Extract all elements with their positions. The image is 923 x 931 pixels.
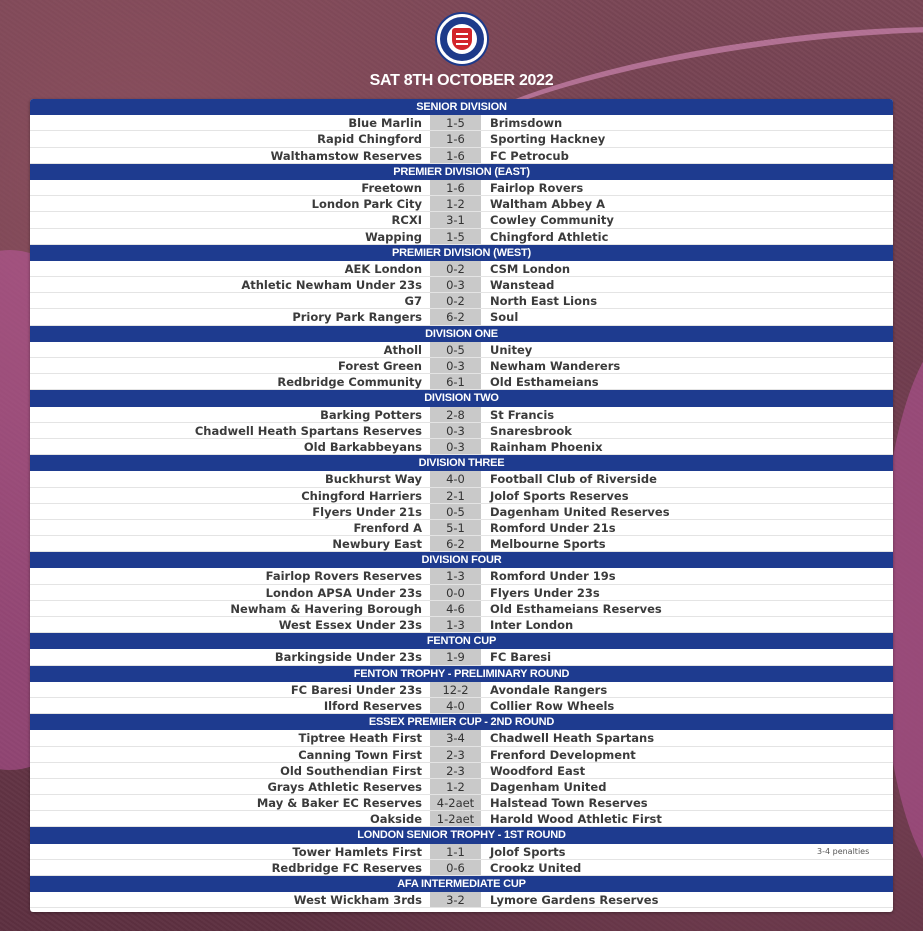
section-header: FENTON CUP bbox=[30, 633, 893, 649]
match-row bbox=[30, 779, 893, 795]
home-team: Newham & Havering Borough bbox=[230, 601, 422, 616]
match-row bbox=[30, 795, 893, 811]
home-team: London Park City bbox=[311, 197, 422, 212]
match-score: 6-2 bbox=[430, 536, 481, 551]
section-header: AFA INTERMEDIATE CUP bbox=[30, 876, 893, 892]
match-score: 2-3 bbox=[430, 763, 481, 778]
match-row bbox=[30, 601, 893, 617]
match-row bbox=[30, 730, 893, 746]
section-header: DIVISION FOUR bbox=[30, 552, 893, 568]
match-row bbox=[30, 115, 893, 131]
match-row bbox=[30, 520, 893, 536]
match-row bbox=[30, 131, 893, 147]
away-team: Flyers Under 23s bbox=[490, 585, 600, 600]
home-team: Chadwell Heath Spartans Reserves bbox=[194, 423, 422, 438]
away-team: Crookz United bbox=[490, 860, 582, 875]
home-team: Chingford Harriers bbox=[301, 488, 422, 503]
match-score: 1-3 bbox=[430, 568, 481, 583]
match-row bbox=[30, 617, 893, 633]
home-team: G7 bbox=[404, 294, 422, 309]
match-row bbox=[30, 763, 893, 779]
away-team: Fairlop Rovers bbox=[490, 180, 584, 195]
match-score: 0-6 bbox=[430, 860, 481, 875]
away-team: Chingford Athletic bbox=[490, 229, 609, 244]
away-team: Old Esthameians bbox=[490, 375, 599, 390]
match-row bbox=[30, 892, 893, 908]
match-score: 2-3 bbox=[430, 747, 481, 762]
home-team: Ilford Reserves bbox=[323, 698, 422, 713]
home-team: Walthamstow Reserves bbox=[270, 148, 422, 163]
match-row bbox=[30, 585, 893, 601]
match-note: 3-4 penalties bbox=[817, 846, 870, 856]
match-score: 1-9 bbox=[430, 649, 481, 664]
match-row bbox=[30, 844, 893, 860]
match-score: 6-1 bbox=[430, 374, 481, 389]
home-team: Old Barkabbeyans bbox=[303, 439, 422, 454]
away-team: Halstead Town Reserves bbox=[490, 796, 648, 811]
home-team: FC Baresi Under 23s bbox=[290, 682, 422, 697]
match-score: 1-3 bbox=[430, 617, 481, 632]
section-header: DIVISION THREE bbox=[30, 455, 893, 471]
home-team: Barking Potters bbox=[320, 407, 422, 422]
away-team: St Francis bbox=[490, 407, 555, 422]
match-row bbox=[30, 148, 893, 164]
match-row bbox=[30, 212, 893, 228]
match-row bbox=[30, 811, 893, 827]
match-row bbox=[30, 423, 893, 439]
match-score: 3-1 bbox=[430, 212, 481, 227]
section-header: ESSEX PREMIER CUP - 2ND ROUND bbox=[30, 714, 893, 730]
match-score: 2-8 bbox=[430, 407, 481, 422]
home-team: RCXI bbox=[391, 213, 422, 228]
home-team: Tiptree Heath First bbox=[298, 731, 422, 746]
match-score: 0-5 bbox=[430, 504, 481, 519]
home-team: Redbridge FC Reserves bbox=[271, 860, 422, 875]
match-score: 0-3 bbox=[430, 358, 481, 373]
away-team: Brimsdown bbox=[490, 116, 563, 131]
away-team: Soul bbox=[490, 310, 519, 325]
home-team: Blue Marlin bbox=[348, 116, 422, 131]
away-team: Sporting Hackney bbox=[490, 132, 606, 147]
match-score: 1-2 bbox=[430, 779, 481, 794]
match-score: 12-2 bbox=[430, 682, 481, 697]
away-team: Woodford East bbox=[490, 763, 586, 778]
home-team: Oakside bbox=[369, 812, 422, 827]
match-score: 0-5 bbox=[430, 342, 481, 357]
match-row bbox=[30, 504, 893, 520]
match-row bbox=[30, 649, 893, 665]
league-logo bbox=[437, 14, 487, 64]
home-team: West Wickham 3rds bbox=[293, 893, 422, 908]
away-team: Rainham Phoenix bbox=[490, 439, 603, 454]
match-score: 1-6 bbox=[430, 131, 481, 146]
match-row bbox=[30, 358, 893, 374]
section-header: FENTON TROPHY - PRELIMINARY ROUND bbox=[30, 666, 893, 682]
match-score: 6-2 bbox=[430, 309, 481, 324]
away-team: Waltham Abbey A bbox=[490, 197, 605, 212]
home-team: May & Baker EC Reserves bbox=[256, 796, 422, 811]
match-score: 0-2 bbox=[430, 261, 481, 276]
home-team: Old Southendian First bbox=[280, 763, 422, 778]
away-team: Lymore Gardens Reserves bbox=[490, 893, 659, 908]
home-team: Rapid Chingford bbox=[317, 132, 422, 147]
home-team: Fairlop Rovers Reserves bbox=[265, 569, 422, 584]
away-team: Football Club of Riverside bbox=[490, 472, 657, 487]
home-team: London APSA Under 23s bbox=[265, 585, 422, 600]
home-team: Atholl bbox=[383, 342, 422, 357]
away-team: Chadwell Heath Spartans bbox=[490, 731, 655, 746]
match-row bbox=[30, 342, 893, 358]
logo-shield-icon bbox=[452, 28, 472, 50]
match-row bbox=[30, 860, 893, 876]
home-team: Flyers Under 21s bbox=[312, 504, 422, 519]
match-row bbox=[30, 180, 893, 196]
match-row bbox=[30, 309, 893, 325]
match-row bbox=[30, 568, 893, 584]
away-team: Old Esthameians Reserves bbox=[490, 601, 662, 616]
match-score: 0-3 bbox=[430, 439, 481, 454]
match-row bbox=[30, 374, 893, 390]
match-row bbox=[30, 439, 893, 455]
home-team: Grays Athletic Reserves bbox=[267, 779, 422, 794]
home-team: West Essex Under 23s bbox=[278, 618, 422, 632]
match-row bbox=[30, 407, 893, 423]
match-score: 1-5 bbox=[430, 229, 481, 244]
away-team: Melbourne Sports bbox=[490, 537, 606, 552]
section-header: PREMIER DIVISION (EAST) bbox=[30, 164, 893, 180]
match-row bbox=[30, 488, 893, 504]
match-row bbox=[30, 536, 893, 552]
home-team: Tower Hamlets First bbox=[292, 844, 422, 859]
match-score: 0-3 bbox=[430, 277, 481, 292]
match-row bbox=[30, 698, 893, 714]
home-team: Barkingside Under 23s bbox=[274, 650, 422, 665]
away-team: Harold Wood Athletic First bbox=[490, 812, 662, 827]
match-row bbox=[30, 682, 893, 698]
away-team: Jolof Sports bbox=[490, 844, 566, 859]
home-team: Canning Town First bbox=[298, 747, 422, 762]
match-row bbox=[30, 261, 893, 277]
page-title: SAT 8TH OCTOBER 2022 bbox=[369, 72, 554, 89]
section-header: PREMIER DIVISION (WEST) bbox=[30, 245, 893, 261]
away-team: Snaresbrook bbox=[490, 423, 572, 438]
match-score: 2-1 bbox=[430, 488, 481, 503]
away-team: Wanstead bbox=[490, 278, 555, 293]
match-score: 0-2 bbox=[430, 293, 481, 308]
match-score: 3-4 bbox=[430, 730, 481, 745]
match-score: 1-1 bbox=[430, 844, 481, 859]
away-team: Frenford Development bbox=[490, 747, 636, 762]
away-team: Romford Under 21s bbox=[490, 520, 616, 535]
match-row bbox=[30, 196, 893, 212]
match-row bbox=[30, 293, 893, 309]
match-score: 0-3 bbox=[430, 423, 481, 438]
section-header: DIVISION TWO bbox=[30, 390, 893, 406]
away-team: Jolof Sports Reserves bbox=[490, 488, 629, 503]
section-header: SENIOR DIVISION bbox=[30, 99, 893, 115]
away-team: FC Petrocub bbox=[490, 148, 569, 163]
home-team: Wapping bbox=[365, 229, 422, 244]
match-score: 1-6 bbox=[430, 180, 481, 195]
home-team: Frenford A bbox=[353, 520, 422, 535]
match-score: 0-0 bbox=[430, 585, 481, 600]
away-team: Unitey bbox=[490, 342, 533, 357]
match-score: 3-2 bbox=[430, 892, 481, 907]
away-team: Cowley Community bbox=[490, 213, 614, 228]
match-score: 1-6 bbox=[430, 148, 481, 163]
home-team: Newbury East bbox=[332, 537, 422, 552]
away-team: Dagenham United Reserves bbox=[490, 504, 670, 519]
home-team: Athletic Newham Under 23s bbox=[241, 278, 422, 293]
away-team: Newham Wanderers bbox=[490, 359, 621, 373]
section-header: LONDON SENIOR TROPHY - 1ST ROUND bbox=[30, 827, 893, 843]
match-score: 1-2 bbox=[430, 196, 481, 211]
away-team: Collier Row Wheels bbox=[490, 698, 615, 713]
match-row bbox=[30, 747, 893, 763]
match-row bbox=[30, 229, 893, 245]
away-team: Romford Under 19s bbox=[490, 569, 616, 584]
away-team: Inter London bbox=[490, 618, 574, 632]
home-team: Buckhurst Way bbox=[325, 472, 422, 487]
home-team: Forest Green bbox=[337, 359, 422, 373]
home-team: Redbridge Community bbox=[277, 375, 422, 390]
match-score: 4-6 bbox=[430, 601, 481, 616]
match-row bbox=[30, 471, 893, 487]
away-team: Dagenham United bbox=[490, 779, 607, 794]
home-team: Freetown bbox=[361, 180, 422, 195]
match-score: 4-2aet bbox=[430, 795, 481, 810]
match-score: 1-5 bbox=[430, 115, 481, 130]
results-card bbox=[30, 99, 893, 912]
away-team: Avondale Rangers bbox=[490, 682, 608, 697]
match-score: 1-2aet bbox=[430, 811, 481, 826]
away-team: FC Baresi bbox=[490, 650, 552, 665]
home-team: AEK London bbox=[344, 261, 422, 276]
away-team: North East Lions bbox=[490, 294, 598, 309]
section-header: DIVISION ONE bbox=[30, 326, 893, 342]
match-row bbox=[30, 277, 893, 293]
match-score: 4-0 bbox=[430, 698, 481, 713]
away-team: CSM London bbox=[490, 261, 571, 276]
match-score: 4-0 bbox=[430, 471, 481, 486]
home-team: Priory Park Rangers bbox=[292, 310, 422, 325]
match-score: 5-1 bbox=[430, 520, 481, 535]
